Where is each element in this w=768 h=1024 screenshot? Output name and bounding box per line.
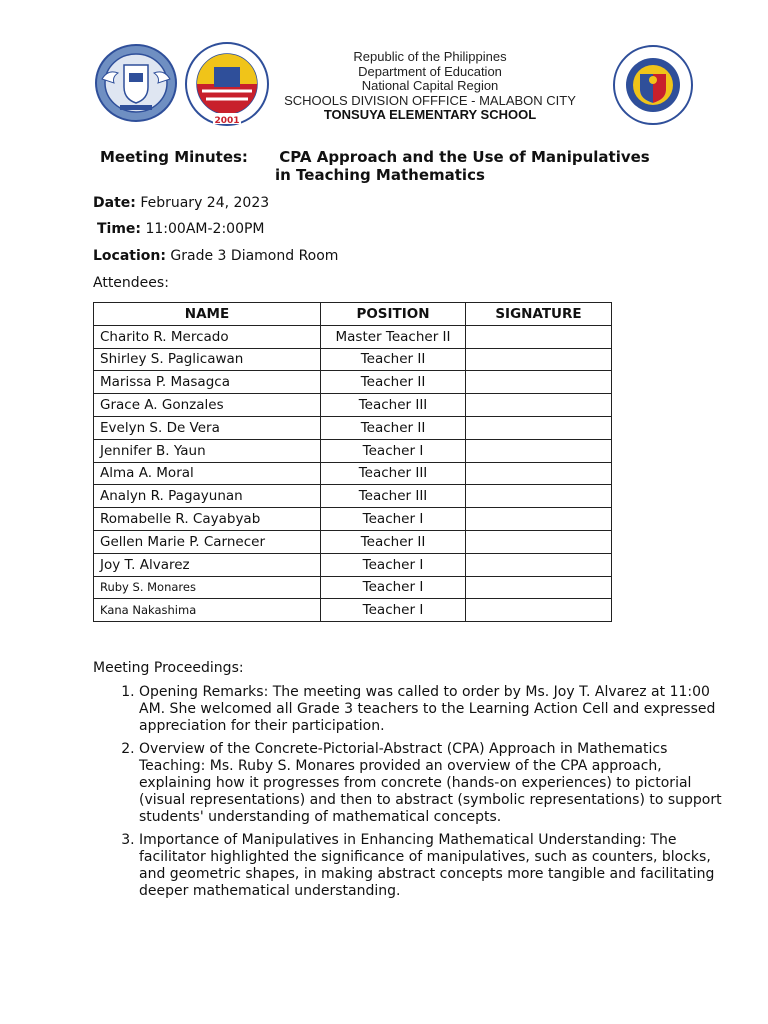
letterhead-line3: National Capital Region bbox=[361, 78, 499, 93]
date-value: February 24, 2023 bbox=[140, 195, 270, 211]
signature-cell bbox=[466, 416, 612, 439]
attendee-name: Grace A. Gonzales bbox=[94, 394, 321, 417]
signature-cell bbox=[466, 348, 612, 371]
attendee-name: Ruby S. Monares bbox=[94, 576, 321, 599]
attendee-position: Teacher III bbox=[321, 394, 466, 417]
table-row bbox=[94, 348, 612, 371]
list-item: 3. Importance of Manipulatives in Enhancing Mathematical Understanding: The facilitator highlighted the significance of manipulatives, such as counters, blocks, and geometric shapes, in making abstract concepts more tangible and facilitating deeper mathematical understanding. bbox=[139, 832, 729, 899]
school-name: TONSUYA ELEMENTARY SCHOOL bbox=[323, 107, 537, 122]
table-row bbox=[94, 508, 612, 531]
signature-cell bbox=[466, 485, 612, 508]
time-field bbox=[97, 221, 265, 237]
signature-cell bbox=[466, 462, 612, 485]
attendee-name: Analyn R. Pagayunan bbox=[94, 485, 321, 508]
letterhead-line2: Department of Education bbox=[358, 63, 502, 79]
attendees-label: Attendees: bbox=[93, 275, 169, 291]
attendee-position: Teacher III bbox=[321, 462, 466, 485]
attendee-position: Teacher II bbox=[321, 371, 466, 394]
division-office-seal-logo bbox=[184, 41, 270, 131]
table-row bbox=[94, 599, 612, 622]
attendee-position: Teacher I bbox=[321, 508, 466, 531]
attendee-name: Romabelle R. Cayabyab bbox=[94, 508, 321, 531]
letterhead-line1: Republic of the Philippines bbox=[353, 49, 507, 64]
title-line-1: Meeting Minutes: CPA Approach and the Use of Manipulatives bbox=[100, 148, 650, 166]
time-label: Time: bbox=[97, 221, 142, 237]
table-row bbox=[94, 576, 612, 599]
table-row bbox=[94, 371, 612, 394]
attendee-name: Shirley S. Paglicawan bbox=[94, 348, 321, 371]
attendee-name: Jennifer B. Yaun bbox=[94, 439, 321, 462]
attendee-position: Teacher I bbox=[321, 553, 466, 576]
attendee-name: Charito R. Mercado bbox=[94, 325, 321, 348]
table-row bbox=[94, 553, 612, 576]
letterhead-line4: SCHOOLS DIVISION OFFFICE - MALABON CITY bbox=[284, 92, 576, 108]
signature-cell bbox=[466, 530, 612, 553]
signature-cell bbox=[466, 394, 612, 417]
letterhead-text bbox=[260, 50, 600, 123]
signature-cell bbox=[466, 325, 612, 348]
attendee-name: Evelyn S. De Vera bbox=[94, 416, 321, 439]
table-row bbox=[94, 416, 612, 439]
letterhead bbox=[0, 40, 768, 130]
school-seal-logo bbox=[94, 43, 178, 127]
attendance-table bbox=[93, 302, 612, 622]
attendee-position: Teacher III bbox=[321, 485, 466, 508]
signature-cell bbox=[466, 553, 612, 576]
signature-cell bbox=[466, 576, 612, 599]
seal-year-text: 2001 bbox=[214, 116, 240, 126]
table-header-row bbox=[94, 303, 612, 326]
attendee-position: Teacher II bbox=[321, 530, 466, 553]
signature-cell bbox=[466, 508, 612, 531]
attendee-position: Teacher II bbox=[321, 348, 466, 371]
signature-cell bbox=[466, 371, 612, 394]
attendee-name: Kana Nakashima bbox=[94, 599, 321, 622]
table-row bbox=[94, 439, 612, 462]
table-row bbox=[94, 394, 612, 417]
attendee-name: Alma A. Moral bbox=[94, 462, 321, 485]
table-row bbox=[94, 325, 612, 348]
location-label: Location: bbox=[93, 248, 166, 264]
deped-seal-logo bbox=[612, 44, 694, 130]
time-value: 11:00AM-2:00PM bbox=[145, 221, 265, 237]
attendee-position: Teacher II bbox=[321, 416, 466, 439]
table-row bbox=[94, 485, 612, 508]
date-field bbox=[93, 195, 269, 211]
attendee-name: Gellen Marie P. Carnecer bbox=[94, 530, 321, 553]
signature-cell bbox=[466, 439, 612, 462]
attendee-position: Teacher I bbox=[321, 599, 466, 622]
column-header-name: NAME bbox=[94, 303, 321, 326]
attendee-name: Joy T. Alvarez bbox=[94, 553, 321, 576]
signature-cell bbox=[466, 599, 612, 622]
date-label: Date: bbox=[93, 195, 136, 211]
table-row bbox=[94, 530, 612, 553]
proceedings-heading: Meeting Proceedings: bbox=[93, 660, 244, 676]
list-item: 2. Overview of the Concrete-Pictorial-Abstract (CPA) Approach in Mathematics Teaching: Ms. Ruby S. Monares provided an overview of the CPA approach, explaining how it progresses from concrete (hands-on experiences) to pictorial (visual representations) and then to abstract (symbolic representations) to support students' understanding of mathematical concepts. bbox=[139, 741, 729, 825]
attendee-position: Teacher I bbox=[321, 439, 466, 462]
location-field bbox=[93, 248, 338, 264]
attendee-name: Marissa P. Masagca bbox=[94, 371, 321, 394]
attendee-position: Master Teacher II bbox=[321, 325, 466, 348]
document-title bbox=[94, 148, 684, 184]
title-line-2: in Teaching Mathematics bbox=[275, 166, 485, 184]
attendee-position: Teacher I bbox=[321, 576, 466, 599]
column-header-position: POSITION bbox=[321, 303, 466, 326]
table-row bbox=[94, 462, 612, 485]
column-header-signature: SIGNATURE bbox=[466, 303, 612, 326]
list-item: 1. Opening Remarks: The meeting was called to order by Ms. Joy T. Alvarez at 11:00 AM. She welcomed all Grade 3 teachers to the Learning Action Cell and expressed appreciation for their participation. bbox=[139, 684, 729, 734]
location-value: Grade 3 Diamond Room bbox=[170, 248, 339, 264]
proceedings-list bbox=[93, 684, 729, 907]
